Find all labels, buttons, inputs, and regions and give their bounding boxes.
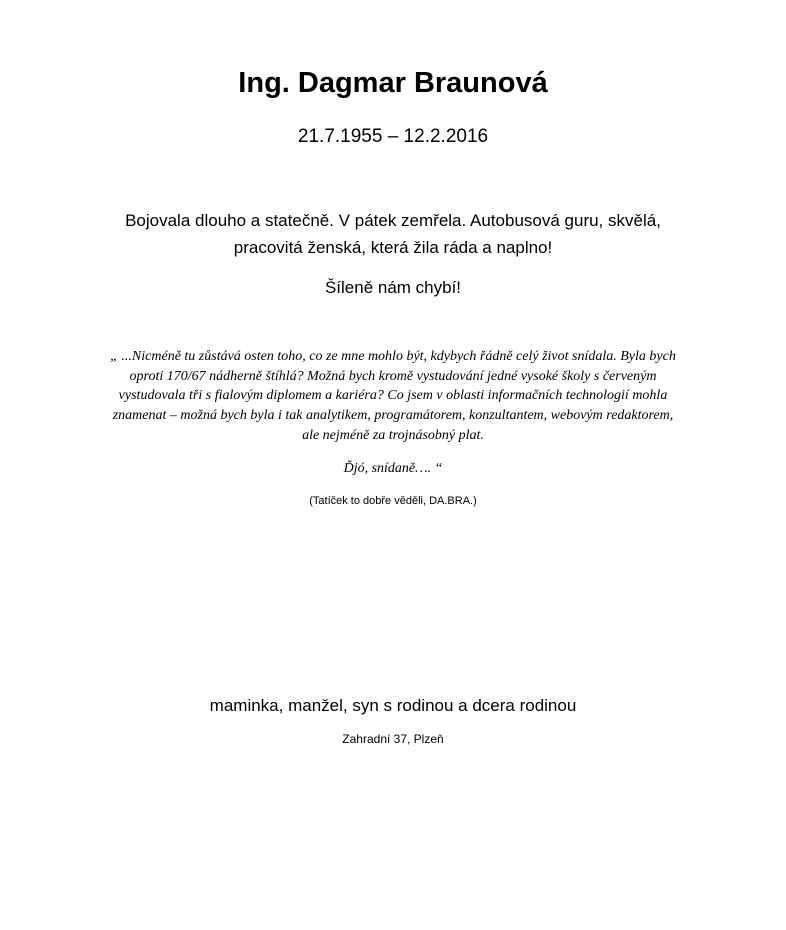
quote-line: „ ...Nicméně tu zůstává osten toho, co ze mne mohlo být, kdybych řádně celý život snídala. Byla bych bbox=[110, 349, 676, 364]
quote-line: vystudovala tři s fialovým diplomem a kariéra? Co jsem v oblasti informačních technologií mohla bbox=[118, 388, 668, 403]
quote-line: oproti 170/67 nádherně štíhlá? Možná bych kromě vystudování jedné vysoké školy s červeným bbox=[129, 369, 657, 384]
quote-line: znamenat – možná bych byla i tak analytikem, programátorem, konzultantem, webovým redaktorem, bbox=[112, 408, 674, 423]
quote-attribution: (Tatíček to dobře věděli, DA.BRA.) bbox=[309, 495, 477, 507]
deceased-name: Ing. Dagmar Braunová bbox=[238, 67, 548, 99]
tribute-line: Bojovala dlouho a statečně. V pátek zemřela. Autobusová guru, skvělá, bbox=[125, 211, 661, 230]
quote-line: ale nejméně za trojnásobný plat. bbox=[302, 428, 484, 443]
address: Zahradní 37, Plzeň bbox=[342, 732, 444, 746]
life-dates: 21.7.1955 – 12.2.2016 bbox=[297, 126, 489, 147]
quote-closing-line: Ďjó, snídaně…. “ bbox=[343, 461, 443, 476]
tribute-closing-line: Šíleně nám chybí! bbox=[324, 278, 462, 297]
tribute-line: pracovitá ženská, která žila ráda a naplno! bbox=[233, 238, 553, 257]
signers: maminka, manžel, syn s rodinou a dcera rodinou bbox=[209, 696, 577, 715]
